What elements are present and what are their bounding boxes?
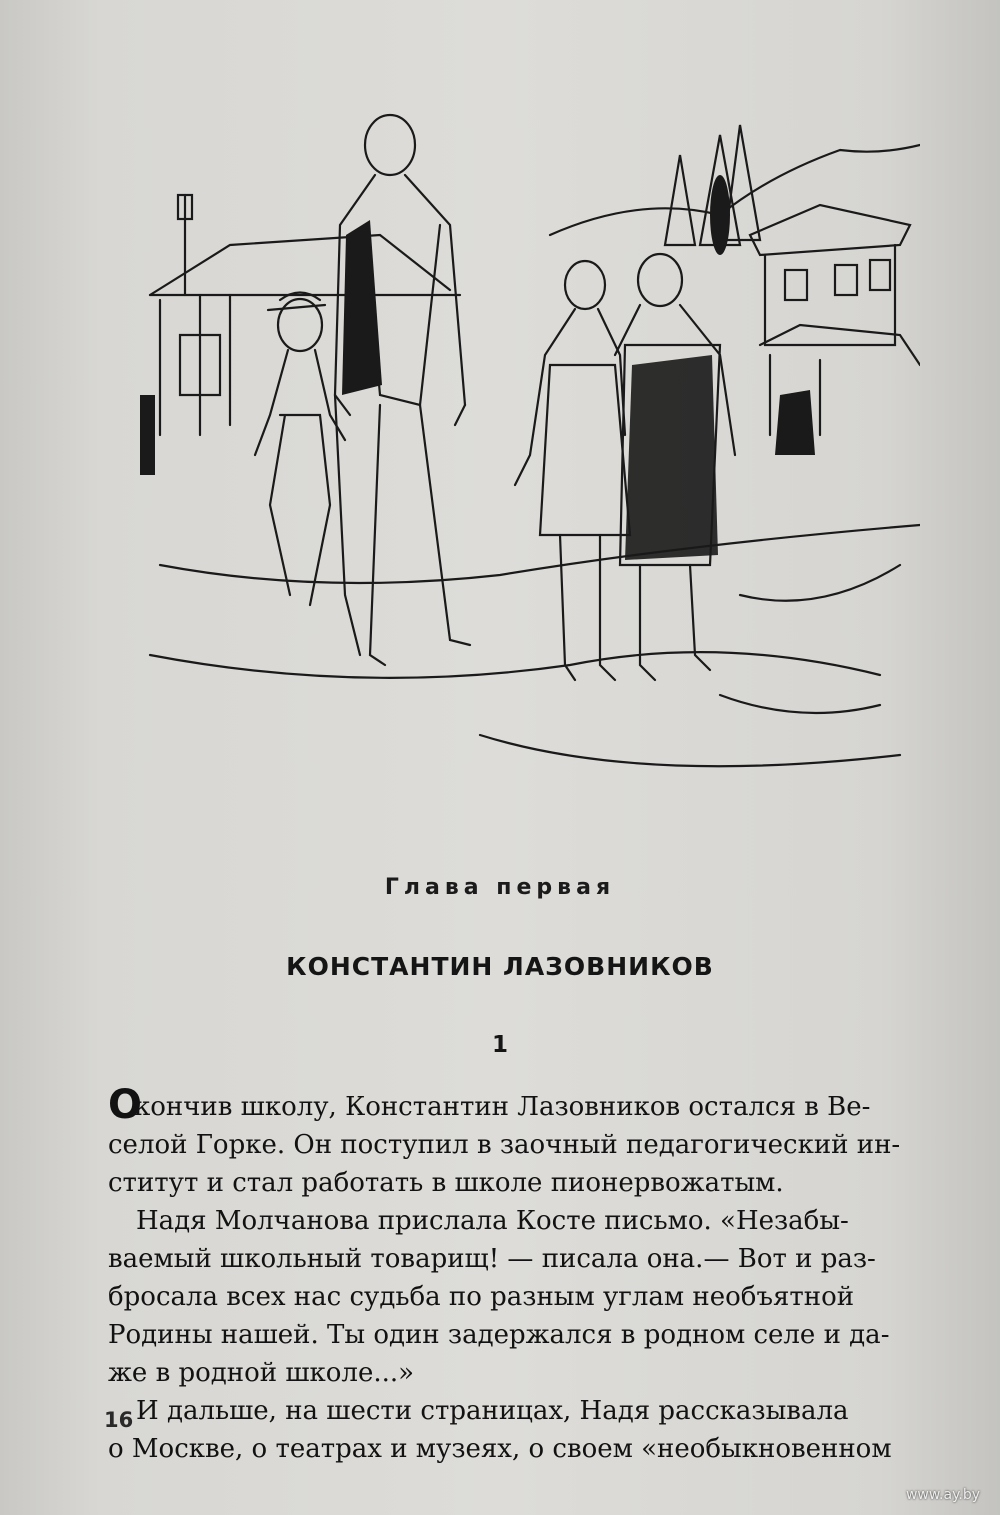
watermark: www.ay.by bbox=[905, 1487, 980, 1503]
body-line: ваемый школьный товарищ! — писала она.— Вот и раз- bbox=[108, 1244, 876, 1274]
chapter-label: Глава первая bbox=[384, 875, 616, 900]
body-line: селой Горке. Он поступил в заочный педагогический ин- bbox=[108, 1130, 901, 1160]
body-line: ститут и стал работать в школе пионервожатым. bbox=[108, 1168, 784, 1198]
body-line: бросала всех нас судьба по разным углам необъятной bbox=[108, 1282, 855, 1312]
page-number: 16 bbox=[104, 1408, 134, 1432]
section-number: 1 bbox=[491, 1032, 508, 1058]
body-line: же в родной школе...» bbox=[108, 1358, 415, 1388]
body-line bbox=[108, 1082, 898, 1128]
body-line: И дальше, на шести страницах, Надя рассказывала bbox=[136, 1396, 849, 1426]
drop-cap: О bbox=[108, 1082, 143, 1128]
body-line-text: кончив школу, Константин Лазовников остался в Ве- bbox=[134, 1092, 871, 1122]
chapter-illustration bbox=[120, 95, 920, 840]
chapter-title: КОНСТАНТИН ЛАЗОВНИКОВ bbox=[286, 952, 714, 981]
body-line: Родины нашей. Ты один задержался в родном селе и да- bbox=[108, 1320, 890, 1350]
body-line: Надя Молчанова прислала Косте письмо. «Незабы- bbox=[136, 1206, 849, 1236]
body-line: о Москве, о театрах и музеях, о своем «необыкновенном bbox=[108, 1434, 892, 1464]
body-text bbox=[108, 1082, 901, 1468]
